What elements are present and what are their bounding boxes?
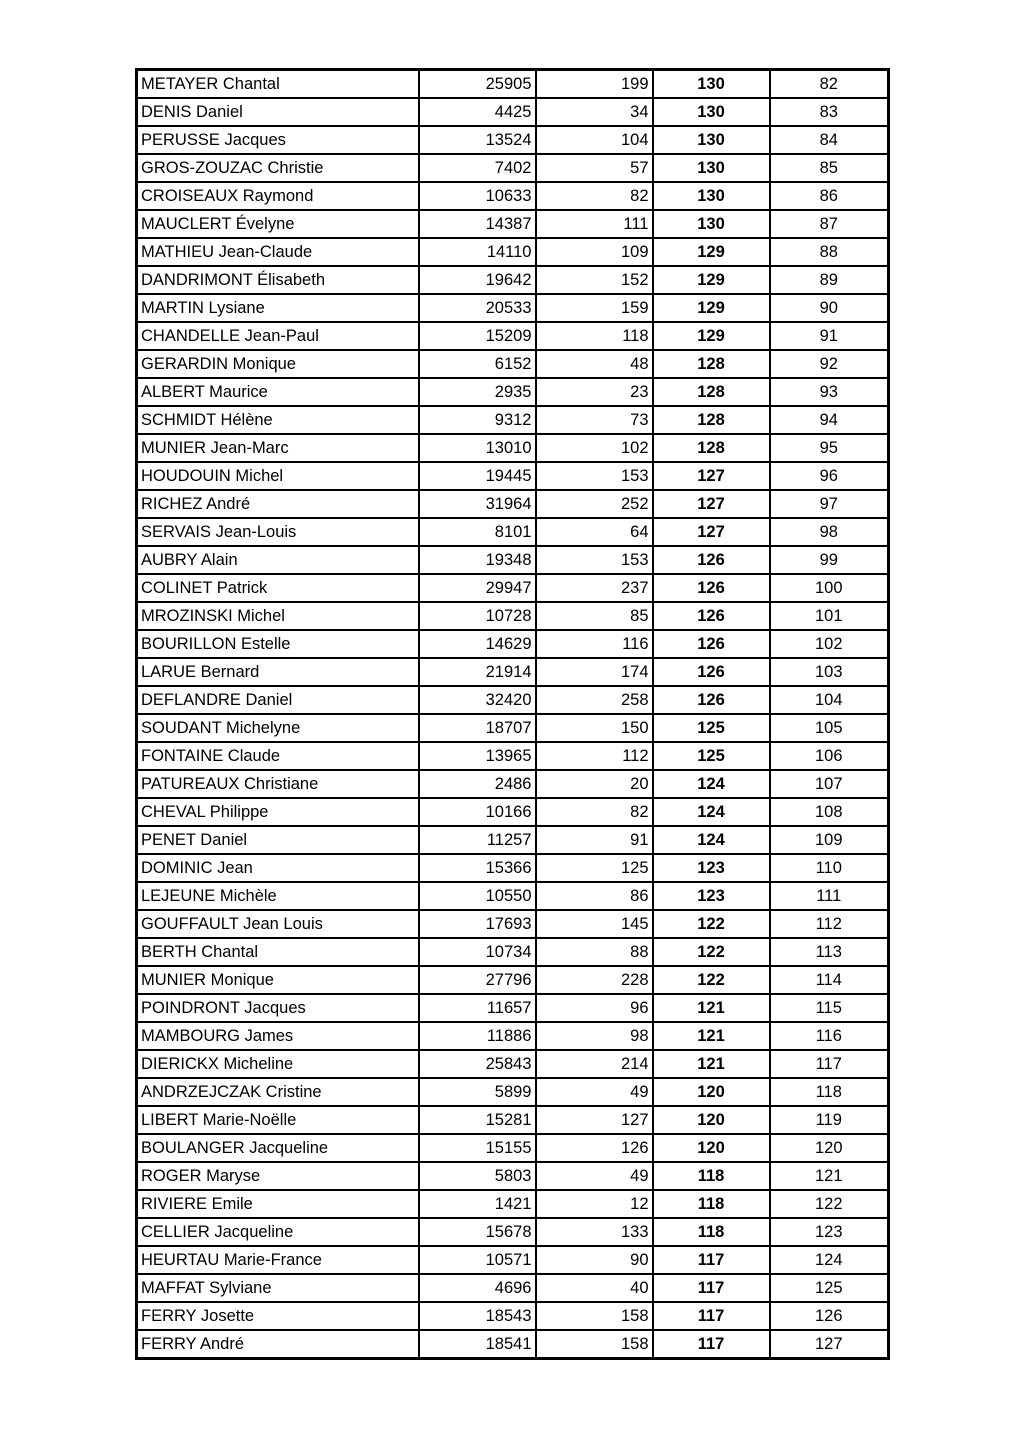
table-row xyxy=(137,378,889,406)
table-row xyxy=(137,210,889,238)
count-value: 98 xyxy=(536,1022,653,1050)
participant-name: LEJEUNE Michèle xyxy=(137,882,419,910)
total-value: 9312 xyxy=(419,406,536,434)
count-value: 85 xyxy=(536,602,653,630)
count-value: 159 xyxy=(536,294,653,322)
count-value: 34 xyxy=(536,98,653,126)
count-value: 214 xyxy=(536,1050,653,1078)
rank-value: 89 xyxy=(770,266,889,294)
score-value: 130 xyxy=(653,154,770,182)
score-value: 129 xyxy=(653,294,770,322)
participant-name: RIVIERE Emile xyxy=(137,1190,419,1218)
table-row xyxy=(137,1050,889,1078)
rank-value: 92 xyxy=(770,350,889,378)
rank-value: 115 xyxy=(770,994,889,1022)
rank-value: 123 xyxy=(770,1218,889,1246)
rank-value: 113 xyxy=(770,938,889,966)
count-value: 152 xyxy=(536,266,653,294)
table-row xyxy=(137,966,889,994)
rank-value: 109 xyxy=(770,826,889,854)
total-value: 18543 xyxy=(419,1302,536,1330)
score-value: 121 xyxy=(653,1050,770,1078)
participant-name: BOURILLON Estelle xyxy=(137,630,419,658)
rank-value: 107 xyxy=(770,770,889,798)
count-value: 90 xyxy=(536,1246,653,1274)
count-value: 49 xyxy=(536,1078,653,1106)
count-value: 49 xyxy=(536,1162,653,1190)
participant-name: DOMINIC Jean xyxy=(137,854,419,882)
table-row xyxy=(137,518,889,546)
total-value: 18707 xyxy=(419,714,536,742)
table-row xyxy=(137,994,889,1022)
score-value: 130 xyxy=(653,70,770,99)
count-value: 88 xyxy=(536,938,653,966)
rank-value: 88 xyxy=(770,238,889,266)
participant-name: SERVAIS Jean-Louis xyxy=(137,518,419,546)
table-row xyxy=(137,714,889,742)
score-value: 124 xyxy=(653,770,770,798)
total-value: 15155 xyxy=(419,1134,536,1162)
score-value: 120 xyxy=(653,1078,770,1106)
table-row xyxy=(137,798,889,826)
rank-value: 94 xyxy=(770,406,889,434)
table-row xyxy=(137,238,889,266)
total-value: 14387 xyxy=(419,210,536,238)
table-row xyxy=(137,266,889,294)
table-row xyxy=(137,98,889,126)
participant-name: HOUDOUIN Michel xyxy=(137,462,419,490)
count-value: 73 xyxy=(536,406,653,434)
total-value: 15209 xyxy=(419,322,536,350)
table-row xyxy=(137,1190,889,1218)
rank-value: 85 xyxy=(770,154,889,182)
participant-name: AUBRY Alain xyxy=(137,546,419,574)
participant-name: DEFLANDRE Daniel xyxy=(137,686,419,714)
rank-value: 99 xyxy=(770,546,889,574)
participant-name: MARTIN Lysiane xyxy=(137,294,419,322)
total-value: 10571 xyxy=(419,1246,536,1274)
count-value: 145 xyxy=(536,910,653,938)
table-row xyxy=(137,490,889,518)
rank-value: 120 xyxy=(770,1134,889,1162)
participant-name: DENIS Daniel xyxy=(137,98,419,126)
participant-name: MAUCLERT Évelyne xyxy=(137,210,419,238)
score-value: 126 xyxy=(653,630,770,658)
participant-name: SCHMIDT Hélène xyxy=(137,406,419,434)
rank-value: 100 xyxy=(770,574,889,602)
count-value: 133 xyxy=(536,1218,653,1246)
rank-value: 95 xyxy=(770,434,889,462)
ranking-table xyxy=(135,68,890,1360)
participant-name: GOUFFAULT Jean Louis xyxy=(137,910,419,938)
score-value: 130 xyxy=(653,98,770,126)
table-row xyxy=(137,854,889,882)
participant-name: MUNIER Jean-Marc xyxy=(137,434,419,462)
table-row xyxy=(137,350,889,378)
score-value: 128 xyxy=(653,434,770,462)
rank-value: 127 xyxy=(770,1330,889,1359)
participant-name: MAMBOURG James xyxy=(137,1022,419,1050)
participant-name: PENET Daniel xyxy=(137,826,419,854)
rank-value: 108 xyxy=(770,798,889,826)
participant-name: METAYER Chantal xyxy=(137,70,419,99)
count-value: 174 xyxy=(536,658,653,686)
participant-name: ALBERT Maurice xyxy=(137,378,419,406)
count-value: 57 xyxy=(536,154,653,182)
table-row xyxy=(137,686,889,714)
count-value: 40 xyxy=(536,1274,653,1302)
participant-name: MUNIER Monique xyxy=(137,966,419,994)
score-value: 126 xyxy=(653,602,770,630)
table-row xyxy=(137,1330,889,1359)
total-value: 4425 xyxy=(419,98,536,126)
rank-value: 106 xyxy=(770,742,889,770)
count-value: 104 xyxy=(536,126,653,154)
score-value: 126 xyxy=(653,658,770,686)
rank-value: 83 xyxy=(770,98,889,126)
rank-value: 117 xyxy=(770,1050,889,1078)
score-value: 122 xyxy=(653,966,770,994)
score-value: 122 xyxy=(653,938,770,966)
score-value: 130 xyxy=(653,126,770,154)
count-value: 118 xyxy=(536,322,653,350)
participant-name: LIBERT Marie-Noëlle xyxy=(137,1106,419,1134)
table-row xyxy=(137,434,889,462)
table-row xyxy=(137,1022,889,1050)
table-row xyxy=(137,1218,889,1246)
participant-name: GERARDIN Monique xyxy=(137,350,419,378)
score-value: 126 xyxy=(653,546,770,574)
participant-name: DIERICKX Micheline xyxy=(137,1050,419,1078)
count-value: 237 xyxy=(536,574,653,602)
total-value: 18541 xyxy=(419,1330,536,1359)
participant-name: CHEVAL Philippe xyxy=(137,798,419,826)
score-value: 130 xyxy=(653,210,770,238)
total-value: 7402 xyxy=(419,154,536,182)
total-value: 31964 xyxy=(419,490,536,518)
score-value: 124 xyxy=(653,826,770,854)
score-value: 127 xyxy=(653,518,770,546)
total-value: 19445 xyxy=(419,462,536,490)
participant-name: FONTAINE Claude xyxy=(137,742,419,770)
score-value: 118 xyxy=(653,1162,770,1190)
score-value: 125 xyxy=(653,742,770,770)
participant-name: PERUSSE Jacques xyxy=(137,126,419,154)
total-value: 10633 xyxy=(419,182,536,210)
score-value: 118 xyxy=(653,1218,770,1246)
table-row xyxy=(137,322,889,350)
rank-value: 84 xyxy=(770,126,889,154)
rank-value: 82 xyxy=(770,70,889,99)
count-value: 48 xyxy=(536,350,653,378)
participant-name: RICHEZ André xyxy=(137,490,419,518)
total-value: 15281 xyxy=(419,1106,536,1134)
total-value: 1421 xyxy=(419,1190,536,1218)
total-value: 15678 xyxy=(419,1218,536,1246)
table-row xyxy=(137,1246,889,1274)
count-value: 228 xyxy=(536,966,653,994)
total-value: 10728 xyxy=(419,602,536,630)
rank-value: 97 xyxy=(770,490,889,518)
total-value: 29947 xyxy=(419,574,536,602)
total-value: 11657 xyxy=(419,994,536,1022)
score-value: 129 xyxy=(653,322,770,350)
count-value: 102 xyxy=(536,434,653,462)
total-value: 4696 xyxy=(419,1274,536,1302)
total-value: 19348 xyxy=(419,546,536,574)
total-value: 11886 xyxy=(419,1022,536,1050)
table-row xyxy=(137,1106,889,1134)
rank-value: 114 xyxy=(770,966,889,994)
total-value: 27796 xyxy=(419,966,536,994)
score-value: 123 xyxy=(653,854,770,882)
score-value: 128 xyxy=(653,406,770,434)
table-row xyxy=(137,826,889,854)
score-value: 117 xyxy=(653,1330,770,1359)
score-value: 117 xyxy=(653,1302,770,1330)
count-value: 158 xyxy=(536,1302,653,1330)
count-value: 64 xyxy=(536,518,653,546)
score-value: 120 xyxy=(653,1134,770,1162)
total-value: 6152 xyxy=(419,350,536,378)
total-value: 13524 xyxy=(419,126,536,154)
count-value: 91 xyxy=(536,826,653,854)
count-value: 252 xyxy=(536,490,653,518)
count-value: 82 xyxy=(536,182,653,210)
participant-name: DANDRIMONT Élisabeth xyxy=(137,266,419,294)
score-value: 121 xyxy=(653,994,770,1022)
count-value: 153 xyxy=(536,462,653,490)
score-value: 129 xyxy=(653,238,770,266)
rank-value: 102 xyxy=(770,630,889,658)
count-value: 126 xyxy=(536,1134,653,1162)
ranking-table-body xyxy=(137,70,889,1359)
count-value: 82 xyxy=(536,798,653,826)
rank-value: 112 xyxy=(770,910,889,938)
participant-name: ROGER Maryse xyxy=(137,1162,419,1190)
rank-value: 87 xyxy=(770,210,889,238)
total-value: 8101 xyxy=(419,518,536,546)
score-value: 122 xyxy=(653,910,770,938)
participant-name: FERRY Josette xyxy=(137,1302,419,1330)
rank-value: 126 xyxy=(770,1302,889,1330)
count-value: 150 xyxy=(536,714,653,742)
table-row xyxy=(137,574,889,602)
total-value: 32420 xyxy=(419,686,536,714)
rank-value: 105 xyxy=(770,714,889,742)
table-row xyxy=(137,1078,889,1106)
participant-name: POINDRONT Jacques xyxy=(137,994,419,1022)
table-row xyxy=(137,910,889,938)
count-value: 111 xyxy=(536,210,653,238)
count-value: 158 xyxy=(536,1330,653,1359)
table-row xyxy=(137,154,889,182)
rank-value: 121 xyxy=(770,1162,889,1190)
count-value: 112 xyxy=(536,742,653,770)
score-value: 130 xyxy=(653,182,770,210)
score-value: 126 xyxy=(653,686,770,714)
rank-value: 122 xyxy=(770,1190,889,1218)
participant-name: CROISEAUX Raymond xyxy=(137,182,419,210)
participant-name: CELLIER Jacqueline xyxy=(137,1218,419,1246)
total-value: 14629 xyxy=(419,630,536,658)
participant-name: MATHIEU Jean-Claude xyxy=(137,238,419,266)
count-value: 258 xyxy=(536,686,653,714)
score-value: 121 xyxy=(653,1022,770,1050)
count-value: 12 xyxy=(536,1190,653,1218)
participant-name: GROS-ZOUZAC Christie xyxy=(137,154,419,182)
total-value: 10550 xyxy=(419,882,536,910)
table-row xyxy=(137,938,889,966)
table-row xyxy=(137,546,889,574)
score-value: 118 xyxy=(653,1190,770,1218)
rank-value: 104 xyxy=(770,686,889,714)
total-value: 5803 xyxy=(419,1162,536,1190)
table-row xyxy=(137,1302,889,1330)
table-row xyxy=(137,602,889,630)
table-row xyxy=(137,882,889,910)
participant-name: MAFFAT Sylviane xyxy=(137,1274,419,1302)
total-value: 13010 xyxy=(419,434,536,462)
count-value: 116 xyxy=(536,630,653,658)
table-row xyxy=(137,630,889,658)
participant-name: CHANDELLE Jean-Paul xyxy=(137,322,419,350)
total-value: 25843 xyxy=(419,1050,536,1078)
total-value: 25905 xyxy=(419,70,536,99)
total-value: 20533 xyxy=(419,294,536,322)
rank-value: 119 xyxy=(770,1106,889,1134)
rank-value: 98 xyxy=(770,518,889,546)
rank-value: 96 xyxy=(770,462,889,490)
score-value: 127 xyxy=(653,462,770,490)
score-value: 117 xyxy=(653,1274,770,1302)
table-row xyxy=(137,182,889,210)
rank-value: 111 xyxy=(770,882,889,910)
total-value: 19642 xyxy=(419,266,536,294)
score-value: 120 xyxy=(653,1106,770,1134)
rank-value: 124 xyxy=(770,1246,889,1274)
participant-name: ANDRZEJCZAK Cristine xyxy=(137,1078,419,1106)
total-value: 21914 xyxy=(419,658,536,686)
table-row xyxy=(137,770,889,798)
count-value: 96 xyxy=(536,994,653,1022)
score-value: 128 xyxy=(653,378,770,406)
total-value: 14110 xyxy=(419,238,536,266)
score-value: 129 xyxy=(653,266,770,294)
table-row xyxy=(137,1162,889,1190)
total-value: 17693 xyxy=(419,910,536,938)
total-value: 5899 xyxy=(419,1078,536,1106)
rank-value: 118 xyxy=(770,1078,889,1106)
table-row xyxy=(137,294,889,322)
score-value: 117 xyxy=(653,1246,770,1274)
rank-value: 125 xyxy=(770,1274,889,1302)
table-row xyxy=(137,742,889,770)
rank-value: 91 xyxy=(770,322,889,350)
participant-name: SOUDANT Michelyne xyxy=(137,714,419,742)
rank-value: 101 xyxy=(770,602,889,630)
participant-name: PATUREAUX Christiane xyxy=(137,770,419,798)
table-row xyxy=(137,126,889,154)
participant-name: FERRY André xyxy=(137,1330,419,1359)
total-value: 10166 xyxy=(419,798,536,826)
score-value: 125 xyxy=(653,714,770,742)
score-value: 127 xyxy=(653,490,770,518)
table-row xyxy=(137,658,889,686)
rank-value: 110 xyxy=(770,854,889,882)
table-row xyxy=(137,462,889,490)
participant-name: LARUE Bernard xyxy=(137,658,419,686)
participant-name: HEURTAU Marie-France xyxy=(137,1246,419,1274)
count-value: 109 xyxy=(536,238,653,266)
count-value: 153 xyxy=(536,546,653,574)
participant-name: BERTH Chantal xyxy=(137,938,419,966)
total-value: 11257 xyxy=(419,826,536,854)
rank-value: 86 xyxy=(770,182,889,210)
rank-value: 116 xyxy=(770,1022,889,1050)
score-value: 124 xyxy=(653,798,770,826)
table-row xyxy=(137,70,889,99)
total-value: 15366 xyxy=(419,854,536,882)
count-value: 199 xyxy=(536,70,653,99)
count-value: 127 xyxy=(536,1106,653,1134)
total-value: 2935 xyxy=(419,378,536,406)
total-value: 10734 xyxy=(419,938,536,966)
score-value: 123 xyxy=(653,882,770,910)
table-row xyxy=(137,406,889,434)
score-value: 128 xyxy=(653,350,770,378)
score-value: 126 xyxy=(653,574,770,602)
participant-name: MROZINSKI Michel xyxy=(137,602,419,630)
total-value: 2486 xyxy=(419,770,536,798)
count-value: 125 xyxy=(536,854,653,882)
count-value: 23 xyxy=(536,378,653,406)
table-row xyxy=(137,1134,889,1162)
rank-value: 93 xyxy=(770,378,889,406)
total-value: 13965 xyxy=(419,742,536,770)
count-value: 86 xyxy=(536,882,653,910)
table-row xyxy=(137,1274,889,1302)
rank-value: 103 xyxy=(770,658,889,686)
count-value: 20 xyxy=(536,770,653,798)
participant-name: BOULANGER Jacqueline xyxy=(137,1134,419,1162)
rank-value: 90 xyxy=(770,294,889,322)
participant-name: COLINET Patrick xyxy=(137,574,419,602)
